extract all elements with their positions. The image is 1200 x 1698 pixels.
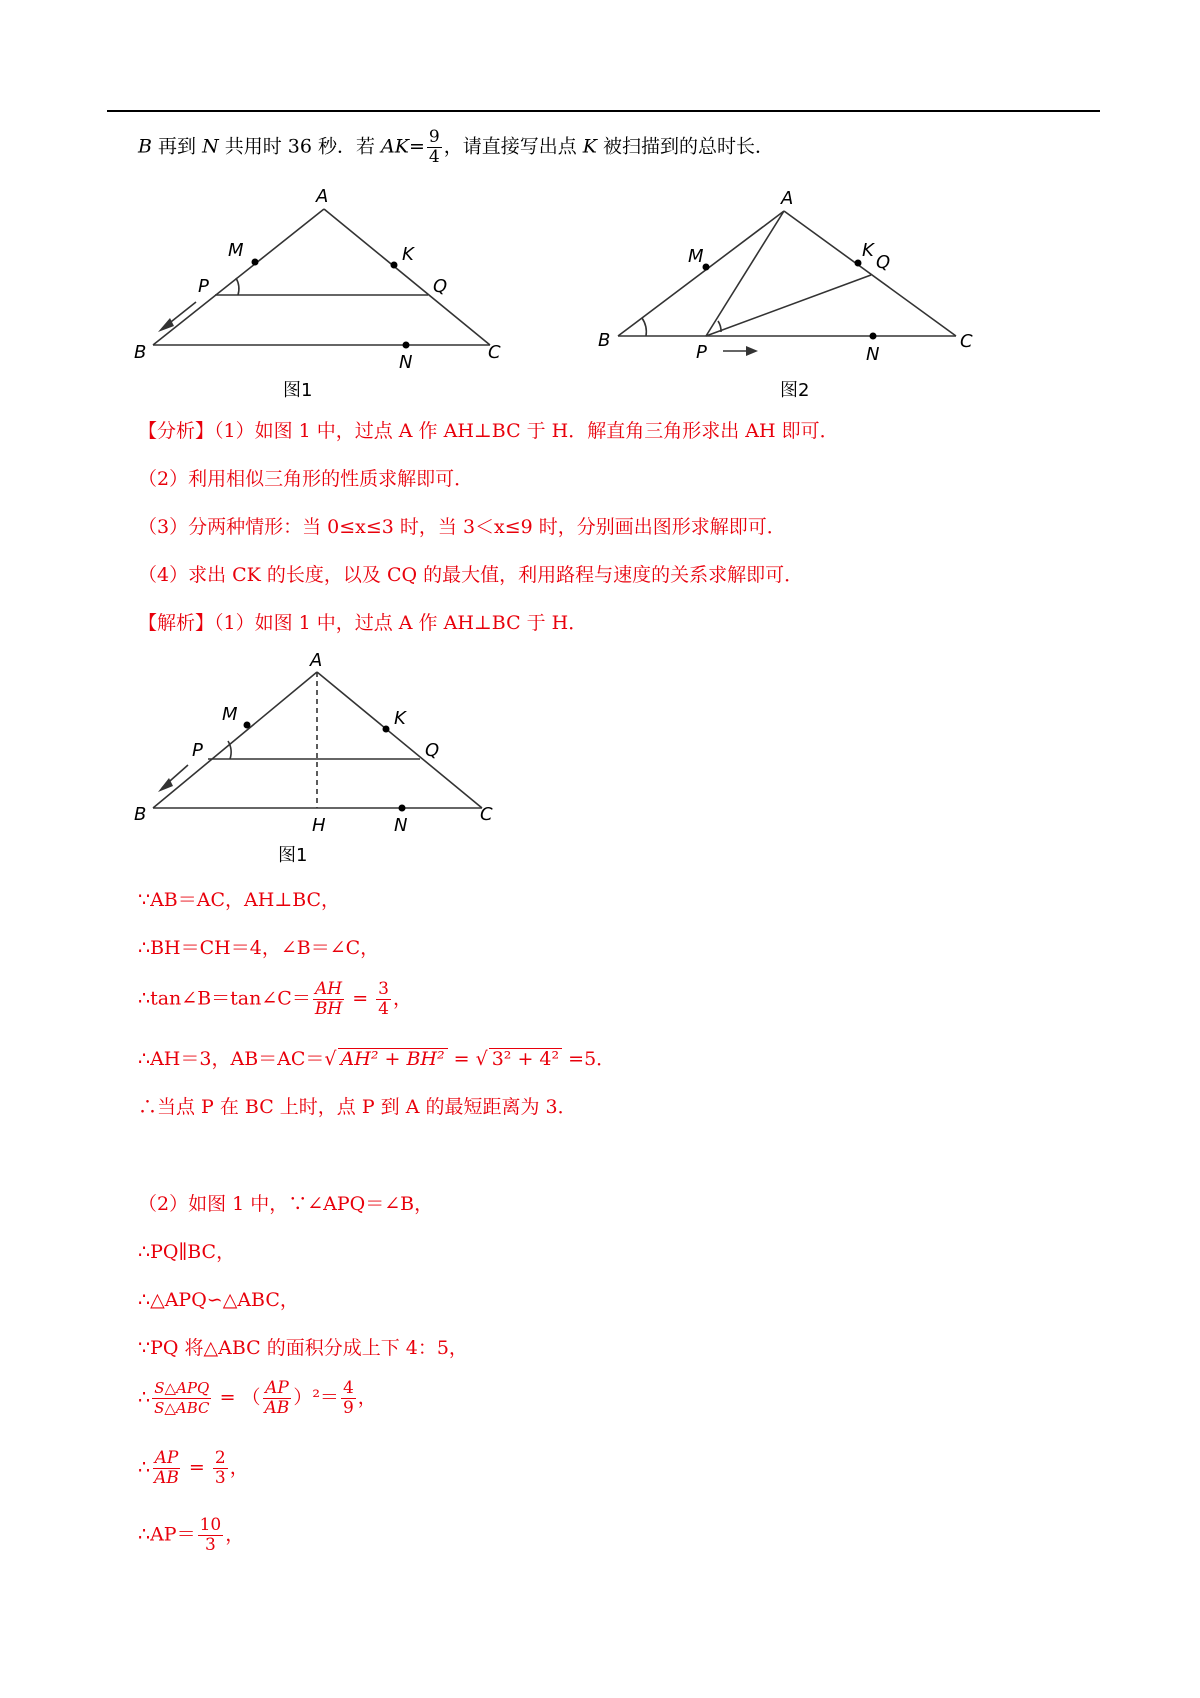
label-C: C (480, 804, 493, 825)
solution-line-10: ∴ $\frac{\text{S△APQ}}{\text{S△ABC}}$ = （ $\frac{AP}{AB}$ ）²＝ $\frac{4}{9}$ ， (138, 1378, 377, 1418)
solution-line-12: ∴AP＝ $\frac{10}{3}$ ， (138, 1515, 245, 1555)
label-B: B (598, 330, 611, 351)
solution-line-1: ∵AB＝AC，AH⊥BC， (138, 889, 341, 911)
label-K: K (402, 244, 414, 265)
solution-line-8: ∴△APQ∽△ABC， (138, 1289, 299, 1311)
header-rule (107, 110, 1100, 112)
label-K: K (394, 708, 406, 729)
label-B: B (134, 804, 147, 825)
solution-line-2: ∴BH＝CH＝4，∠B＝∠C， (138, 937, 380, 959)
analysis-line-3: （3）分两种情形：当 0≤x≤3 时，当 3＜x≤9 时，分别画出图形求解即可． (138, 516, 786, 538)
label-A: A (310, 650, 323, 671)
label-P: P (192, 740, 203, 761)
fraction-AP-AB: $\frac{AP}{AB}$ (264, 1378, 290, 1418)
solution-line-7: ∴PQ∥BC， (138, 1241, 236, 1263)
solution-line-3: ∴tan∠B＝tan∠C＝ $\frac{AH}{BH}$ = $\frac{3}{4}$ ， (138, 979, 412, 1019)
fraction-AP-AB-2: $\frac{AP}{AB}$ (154, 1448, 179, 1488)
sqrt-expression-1: AH² + BH² (338, 1048, 448, 1069)
solution-line-6: （2）如图 1 中，∵∠APQ＝∠B， (138, 1193, 434, 1215)
label-H: H (312, 815, 326, 836)
figure-2-caption: 图2 (780, 380, 810, 401)
fraction-3-4: $\frac{3}{4}$ (378, 979, 389, 1019)
label-B: B (134, 342, 147, 363)
fraction-10-3: $\frac{10}{3}$ (199, 1515, 222, 1555)
label-C: C (960, 331, 973, 352)
label-A: A (781, 188, 794, 209)
label-Q: Q (876, 252, 891, 273)
solution-line-9: ∵PQ 将△ABC 的面积分成上下 4：5， (138, 1337, 468, 1359)
figure-1-caption: 图1 (283, 380, 313, 401)
label-M: M (222, 704, 238, 725)
analysis-line-1: 【分析】（1）如图 1 中，过点 A 作 AH⊥BC 于 H．解直角三角形求出 AH 即可． (138, 420, 839, 442)
sqrt-expression-2: 3² + 4² (489, 1048, 562, 1069)
fraction-4-9: $\frac{4}{9}$ (342, 1378, 354, 1418)
solution-header: 【解析】（1）如图 1 中，过点 A 作 AH⊥BC 于 H． (138, 612, 588, 634)
fraction-9-4: $\frac{9}{4}$ (428, 127, 440, 167)
figure-3-diagram (130, 650, 510, 836)
fraction-AH-BH: $\frac{AH}{BH}$ (314, 979, 343, 1019)
solution-line-5: ∴当点 P 在 BC 上时，点 P 到 A 的最短距离为 3． (138, 1096, 577, 1118)
intro-line: B 再到 N 共用时 36 秒．若 AK= $\frac{9}{4}$ ，请直接写出点 K 被扫描到的总时长． (138, 127, 774, 167)
label-N: N (866, 344, 880, 365)
label-C: C (488, 342, 501, 363)
label-N: N (394, 815, 408, 836)
label-K: K (862, 240, 874, 261)
label-N: N (399, 352, 413, 373)
label-A: A (316, 186, 329, 207)
analysis-line-2: （2）利用相似三角形的性质求解即可． (138, 468, 474, 490)
figure-2-diagram (590, 186, 990, 372)
fraction-area-ratio: $\frac{\text{S△APQ}}{\text{S△ABC}}$ (154, 1379, 210, 1417)
label-M: M (688, 246, 704, 267)
figure-1-diagram (130, 182, 510, 372)
label-Q: Q (433, 276, 448, 297)
label-Q: Q (425, 740, 440, 761)
fraction-2-3: $\frac{2}{3}$ (214, 1448, 226, 1488)
figure-3-caption: 图1 (278, 845, 308, 866)
label-P: P (696, 342, 707, 363)
label-M: M (228, 240, 244, 261)
analysis-line-4: （4）求出 CK 的长度，以及 CQ 的最大值，利用路程与速度的关系求解即可． (138, 564, 804, 586)
solution-line-11: ∴ $\frac{AP}{AB}$ = $\frac{2}{3}$ ， (138, 1448, 249, 1488)
solution-line-4: ∴AH＝3，AB＝AC＝√ AH² + BH² = √ 3² + 4² =5． (138, 1048, 616, 1070)
label-P: P (198, 276, 209, 297)
